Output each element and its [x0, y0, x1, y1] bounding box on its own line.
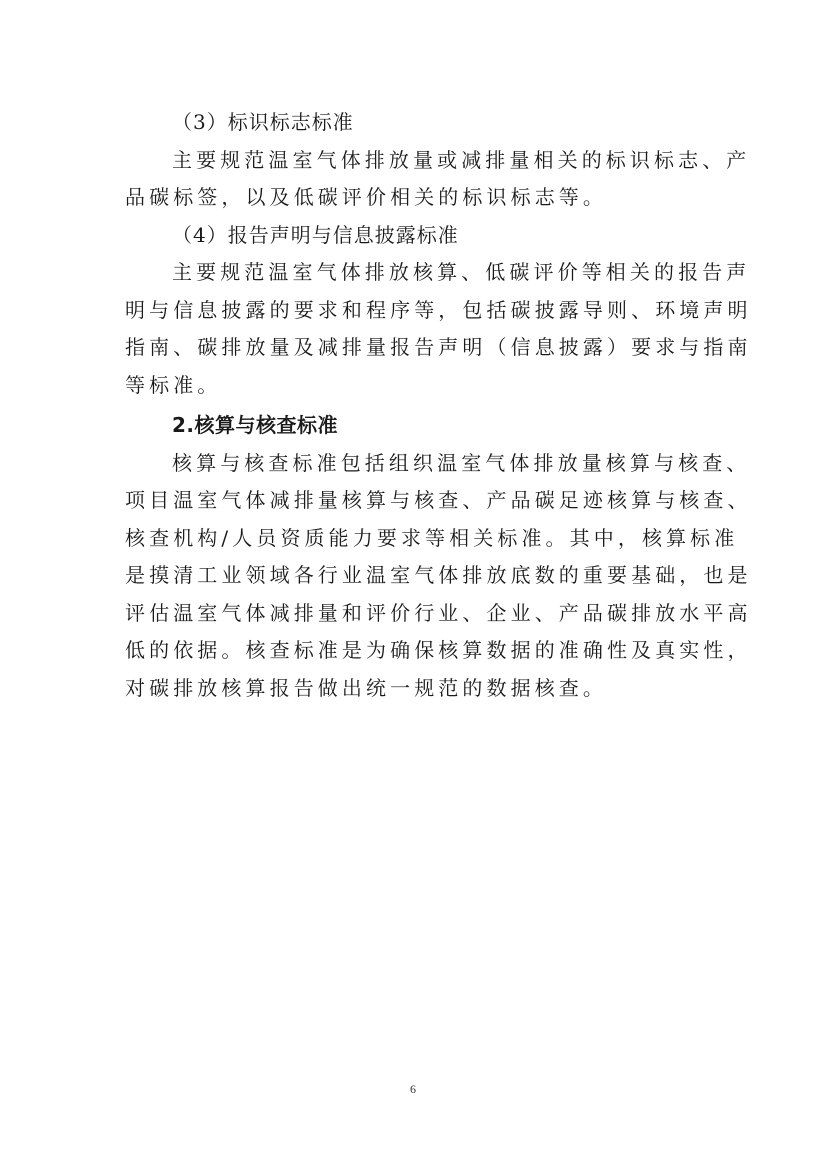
paragraph-line: 低的依据。核查标准是为确保核算数据的准确性及真实性， — [125, 638, 752, 662]
page-content — [125, 104, 752, 707]
paragraph-line: 品碳标签，以及低碳评价相关的标识标志等。 — [125, 185, 607, 209]
subsection-heading-4: （4）报告声明与信息披露标准 — [172, 222, 459, 247]
paragraph-line: 主要规范温室气体排放量或减排量相关的标识标志、产 — [172, 147, 751, 172]
paragraph-line: 指南、碳排放量及减排量报告声明（信息披露）要求与指南 — [125, 335, 752, 359]
paragraph-line: 主要规范温室气体排放核算、低碳评价等相关的报告声 — [172, 260, 751, 284]
paragraph-line: 项目温室气体减排量核算与核查、产品碳足迹核算与核查、 — [125, 488, 752, 512]
subsection-heading-3: （3）标识标志标准 — [172, 110, 354, 134]
section-heading-2: 2.核算与核查标准 — [172, 413, 339, 437]
paragraph-line: 等标准。 — [125, 372, 222, 397]
paragraph-line: 明与信息披露的要求和程序等，包括碳披露导则、环境声明 — [125, 297, 752, 322]
page-number: 6 — [410, 1082, 416, 1096]
paragraph-line: 核查机构/人员资质能力要求等相关标准。其中，核算标准 — [125, 525, 739, 550]
paragraph-line: 评估温室气体减排量和评价行业、企业、产品碳排放水平高 — [125, 600, 752, 625]
paragraph-line: 核算与核查标准包括组织温室气体排放量核算与核查、 — [172, 450, 751, 475]
paragraph-line: 对碳排放核算报告做出统一规范的数据核查。 — [125, 675, 607, 700]
paragraph-line: 是摸清工业领域各行业温室气体排放底数的重要基础，也是 — [125, 563, 752, 587]
